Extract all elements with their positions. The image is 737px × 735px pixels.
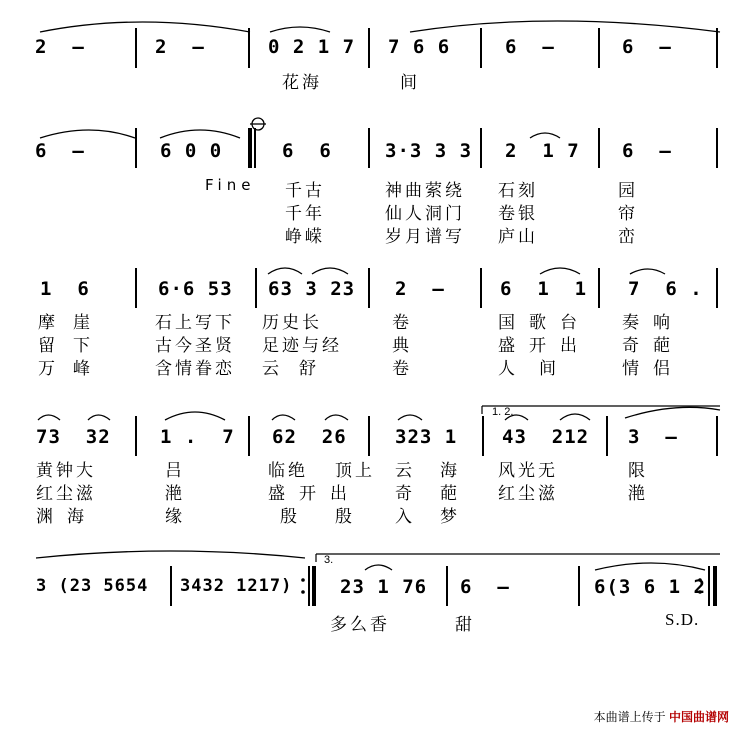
measure: 6 – [35,140,85,162]
lyric: 葩 [440,484,460,504]
sd-mark: S.D. [665,610,700,629]
measure: 6 – [505,36,555,58]
measure: 2 – [35,36,85,58]
lyric: 摩崖 [38,313,108,333]
measure: 63 3 23 [268,278,356,300]
lyric: 盛开出 [498,336,591,356]
measure: 6 – [622,36,672,58]
measure: 323 1 [395,426,458,448]
lyric: 奏响 [622,313,684,333]
lyric: 园 [618,181,638,201]
lyric: 卷 [392,359,412,379]
lyric: 云 [395,461,415,481]
lyric: 岁月谱写 [385,227,465,247]
measure: 73 32 [36,426,111,448]
measure: 2 – [395,278,445,300]
lyric: 人间 [498,359,580,379]
system-3 [0,258,737,383]
lyric: 石上写下 [155,313,235,333]
measure: 2 – [155,36,205,58]
measure: 62 26 [272,426,347,448]
lyric: 古今圣贤 [155,336,235,356]
lyric: 国歌台 [498,313,591,333]
system-2 [0,118,737,248]
measure: 6(3 6 1 2 [594,576,706,598]
measure: 6 1 1 [500,278,588,300]
measure: 3432 1217) [180,576,293,596]
site-logo[interactable]: 中国曲谱网 [668,710,729,724]
lyric: 殷 [280,507,300,527]
system-1 [0,20,737,93]
system-5 [0,548,737,648]
lyric: 滟 [628,484,648,504]
footer [594,708,729,725]
lyric: 历史长 [262,313,322,333]
measure: 6 – [622,140,672,162]
measure: 43 212 [502,426,590,448]
measure: 6·6 53 [158,278,233,300]
measure: 6 – [460,576,510,598]
lyric: 临绝 [268,461,308,481]
lyric: 黄钟大 [36,461,96,481]
measure: 0 2 1 7 [268,36,356,58]
measure: 7 6 . [628,278,703,300]
lyric: 多么香 [330,615,390,635]
footer-text: 本曲谱上传于 [593,710,666,724]
measure: 3 (23 5654 [36,576,149,596]
lyric: 千年 [285,204,325,224]
measure: 7 6 6 [388,36,451,58]
lyric: 庐山 [498,227,538,247]
ending-label: 1. 2. [492,406,514,418]
lyric: 仙人洞门 [385,204,465,224]
lyric: 卷 [392,313,412,333]
lyric: 奇 [395,484,415,504]
lyric: 典 [392,336,412,356]
measure: 1 . 7 [160,426,235,448]
lyric: 云舒 [262,359,336,379]
system-4 [0,400,737,525]
lyric: 甜 [455,615,475,635]
lyric: 石刻 [498,181,538,201]
ending-label: 3. [324,554,334,566]
measure: 23 1 76 [340,576,428,598]
lyric: 卷银 [498,204,538,224]
lyric: 缘 [165,507,185,527]
measure: 6 0 0 [160,140,223,162]
lyric: 红尘滋 [498,484,558,504]
lyric: 万峰 [38,359,108,379]
lyric: 神曲萦绕 [385,181,465,201]
lyric: 顶上 [335,461,375,481]
lyric: 留下 [38,336,108,356]
lyric: 峦 [618,227,638,247]
fine-mark: Fine [205,176,256,194]
lyric: 滟 [165,484,185,504]
lyric: 渊海 [36,507,98,527]
measure: 2 1 7 [505,140,580,162]
lyric: 峥嵘 [285,227,325,247]
lyric: 红尘滋 [36,484,96,504]
lyric: 吕 [165,461,185,481]
lyric: 奇葩 [622,336,684,356]
lyric: 足迹与经 [262,336,342,356]
measure: 3·3 3 3 [385,140,473,162]
measure: 6 6 [282,140,332,162]
lyric: 间 [400,73,420,93]
lyric: 花海 [282,73,322,93]
measure: 1 6 [40,278,90,300]
lyric: 情侣 [622,359,684,379]
measure: 3 – [628,426,678,448]
lyric: 限 [628,461,648,481]
lyric: 盛开出 [268,484,361,504]
lyric: 梦 [440,507,460,527]
lyric: 含情眷恋 [155,359,235,379]
lyric: 海 [440,461,460,481]
lyric: 帘 [618,204,638,224]
lyric: 入 [395,507,415,527]
lyric: 千古 [285,181,325,201]
lyric: 殷 [335,507,355,527]
lyric: 风光无 [498,461,558,481]
